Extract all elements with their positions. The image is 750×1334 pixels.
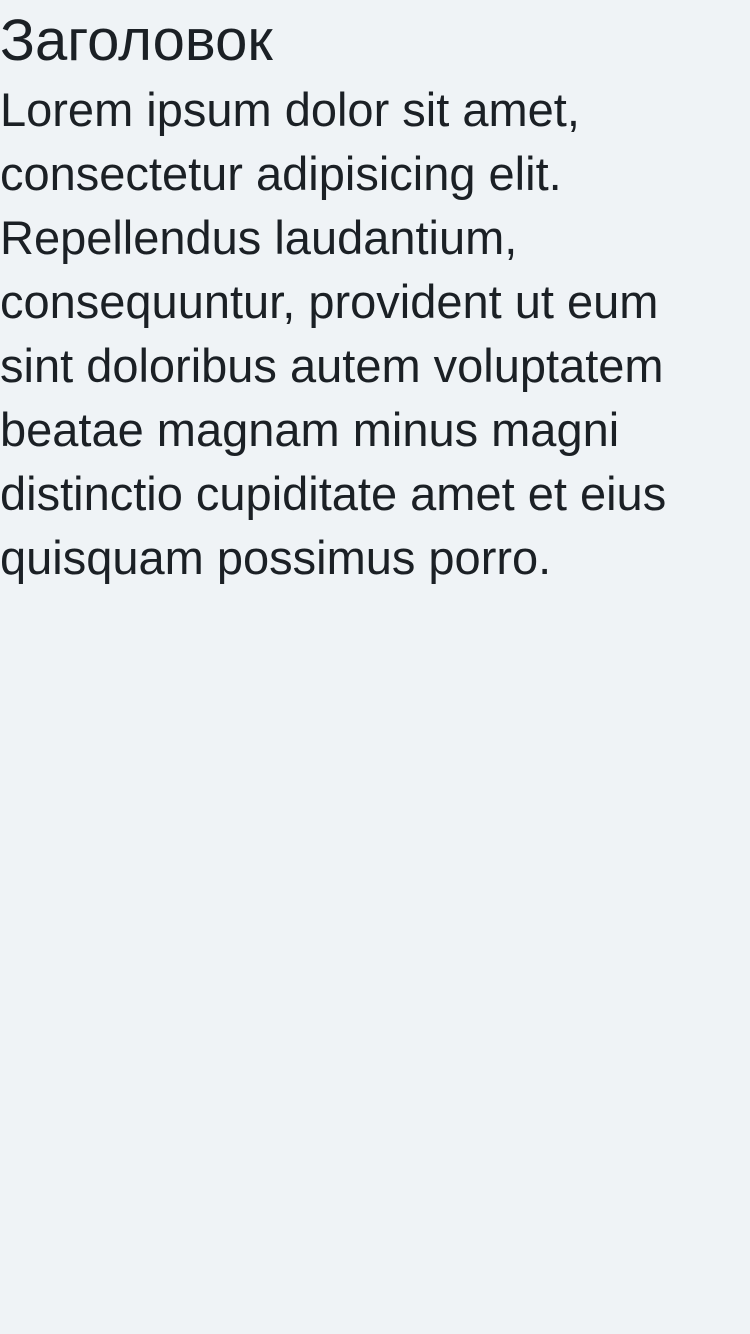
page-title: Заголовок (0, 8, 273, 73)
body-paragraph: Lorem ipsum dolor sit amet, consectetur adipisicing elit. Repellendus laudantium, consequuntur, provident ut eum sint doloribus autem voluptatem beatae magnam minus magni distinctio cupiditate amet et eius quisquam possimus porro. (0, 83, 667, 584)
